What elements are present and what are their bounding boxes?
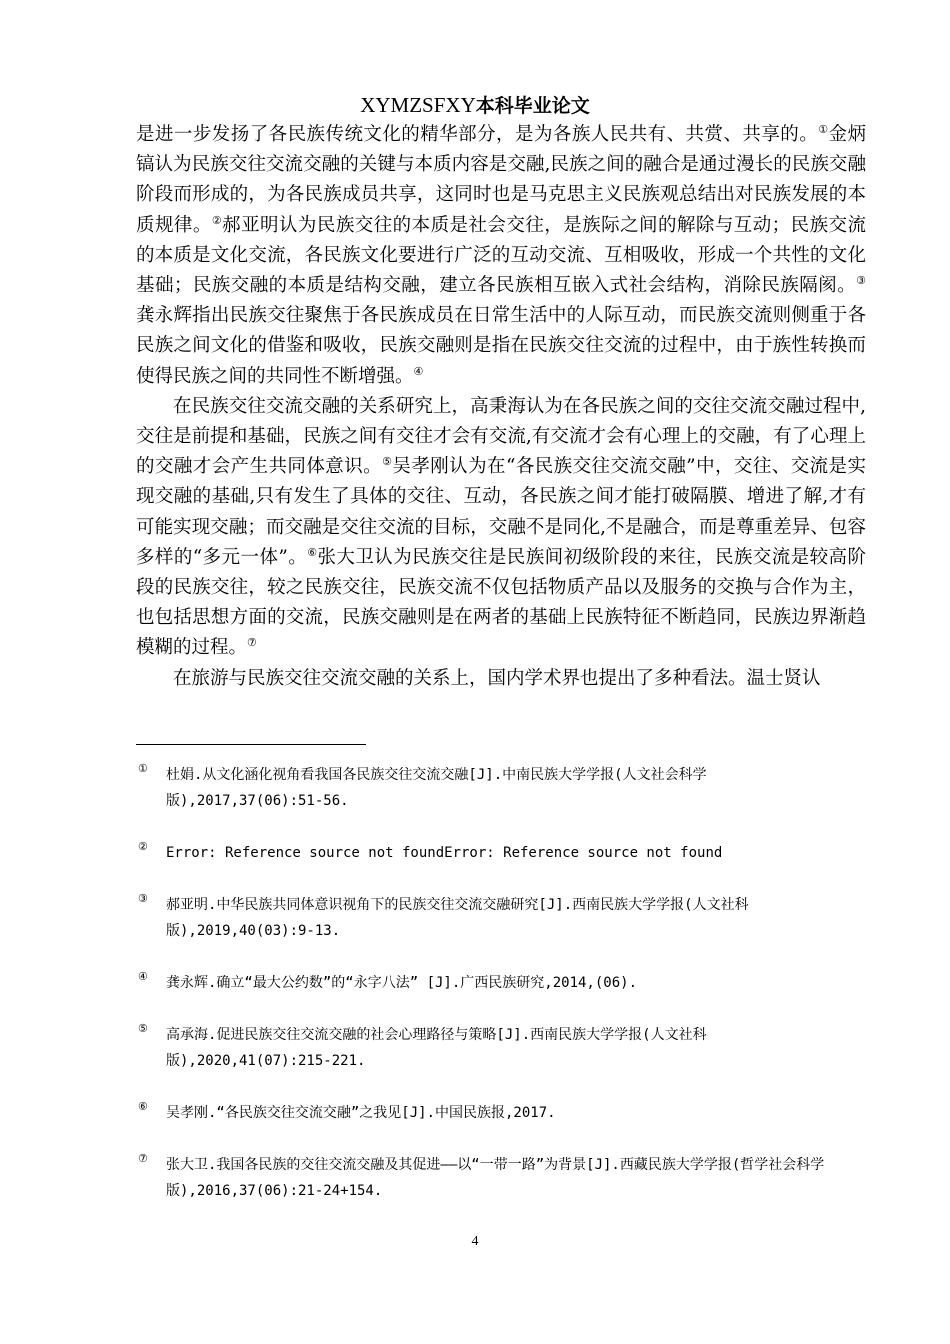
footnote-reference[interactable]: ④ (413, 364, 424, 378)
footnote-text: 吴孝刚.“各民族交往交流交融”之我见[J].中国民族报,2017. (166, 1105, 556, 1121)
paragraph-text: 吴孝刚认为在“各民族交往交流交融”中，交往、交流是实现交融的基础,只有发生了具体的交往、互动，各民族之间才能打破隔膜、增进了解,才有可能实现交融；而交融是交往交流的目标，交融不是同化,不是融合，而是尊重差异、包容多样的“多元一体”。 (136, 456, 866, 568)
footnote-reference[interactable]: ② (211, 213, 223, 227)
footnote-marker: ⑥ (138, 1100, 148, 1113)
footnote-text: 杜娟.从文化涵化视角看我国各民族交往交流交融[J].中南民族大学学报(人文社会科学版),2017,37(06):51-56. (166, 767, 707, 809)
footnote-marker: ③ (138, 892, 148, 905)
body-paragraph (136, 120, 866, 392)
footnote-marker: ① (138, 762, 148, 775)
body-text (136, 120, 866, 694)
footnote-text: Error: Reference source not foundError: Reference source not found (166, 845, 723, 861)
footnote-reference[interactable]: ③ (856, 273, 866, 287)
paragraph-text: 张大卫认为民族交往是民族间初级阶段的来往，民族交流是较高阶段的民族交往，较之民族交往，民族交流不仅包括物质产品以及服务的交换与合作为主，也包括思想方面的交流，民族交融则是在两者的基础上民族特征不断趋同，民族边界渐趋模糊的过程。 (136, 546, 866, 659)
footnote-item (136, 762, 856, 814)
footnote-text: 张大卫.我国各民族的交往交流交融及其促进——以“一带一路”为背景[J].西藏民族大学学报(哲学社会科学版),2016,37(06):21-24+154. (166, 1157, 825, 1199)
footnote-text: 高承海.促进民族交往交流交融的社会心理路径与策略[J].西南民族大学学报(人文社科版),2020,41(07):215-221. (166, 1027, 707, 1069)
footnote-item (136, 1022, 856, 1074)
body-paragraph (136, 664, 866, 694)
footnote-reference[interactable]: ⑦ (247, 636, 257, 650)
header-latin: XYMZSFXY (360, 93, 476, 117)
footnote-item (136, 840, 856, 866)
footnote-separator (136, 744, 366, 745)
footnote-reference[interactable]: ⑤ (382, 455, 393, 469)
header-title: 本科毕业论文 (475, 95, 590, 117)
paragraph-text: 郝亚明认为民族交往的本质是社会交往，是族际之间的解除与互动；民族交流的本质是文化交流，各民族文化要进行广泛的互动交流、互相吸收，形成一个共性的文化基础；民族交融的本质是结构交融，建立各民族相互嵌入式社会结构，消除民族隔阂。 (136, 214, 866, 297)
running-header (0, 91, 950, 120)
footnote-text: 龚永辉.确立“最大公约数”的“永字八法” [J].广西民族研究,2014,(06). (166, 975, 638, 991)
paragraph-text: 在旅游与民族交往交流交融的关系上，国内学术界也提出了多种看法。温士贤认 (173, 667, 821, 689)
paragraph-text: 龚永辉指出民族交往聚焦于各民族成员在日常生活中的人际互动，而民族交流则侧重于各民族之间文化的借鉴和吸收，民族交融则是指在民族交往交流的过程中，由于族性转换而使得民族之间的共同性不断增强。 (136, 305, 866, 387)
footnote-reference[interactable]: ① (818, 122, 829, 136)
footnote-text: 郝亚明.中华民族共同体意识视角下的民族交往交流交融研究[J].西南民族大学学报(人文社科版),2019,40(03):9-13. (166, 897, 749, 939)
footnote-item (136, 1100, 856, 1126)
footnote-reference[interactable]: ⑥ (307, 545, 318, 559)
body-paragraph (136, 392, 866, 664)
footnote-marker: ⑤ (138, 1022, 148, 1035)
footnote-item (136, 970, 856, 996)
paragraph-text: 是进一步发扬了各民族传统文化的精华部分，是为各族人民共有、共赏、共享的。 (136, 124, 819, 145)
page-number: 4 (471, 1234, 479, 1249)
footnote-item (136, 892, 856, 944)
paragraph-text: 在民族交往交流交融的关系研究上，高秉海认为在各民族之间的交往交流交融过程中,交往是前提和基础，民族之间有交往才会有交流,有交流才会有心理上的交融，有了心理上的交融才会产生共同体意识。 (136, 395, 866, 478)
paragraph-text: 金炳镐认为民族交往交流交融的关键与本质内容是交融,民族之间的融合是通过漫长的民族交融阶段而形成的，为各民族成员共享，这同时也是马克思主义民族观总结出对民族发展的本质规律。 (136, 124, 866, 236)
footnote-marker: ④ (138, 970, 148, 983)
footnotes (136, 762, 856, 1230)
footnote-item (136, 1152, 856, 1204)
footnote-marker: ② (138, 840, 148, 853)
footnote-marker: ⑦ (138, 1152, 148, 1165)
